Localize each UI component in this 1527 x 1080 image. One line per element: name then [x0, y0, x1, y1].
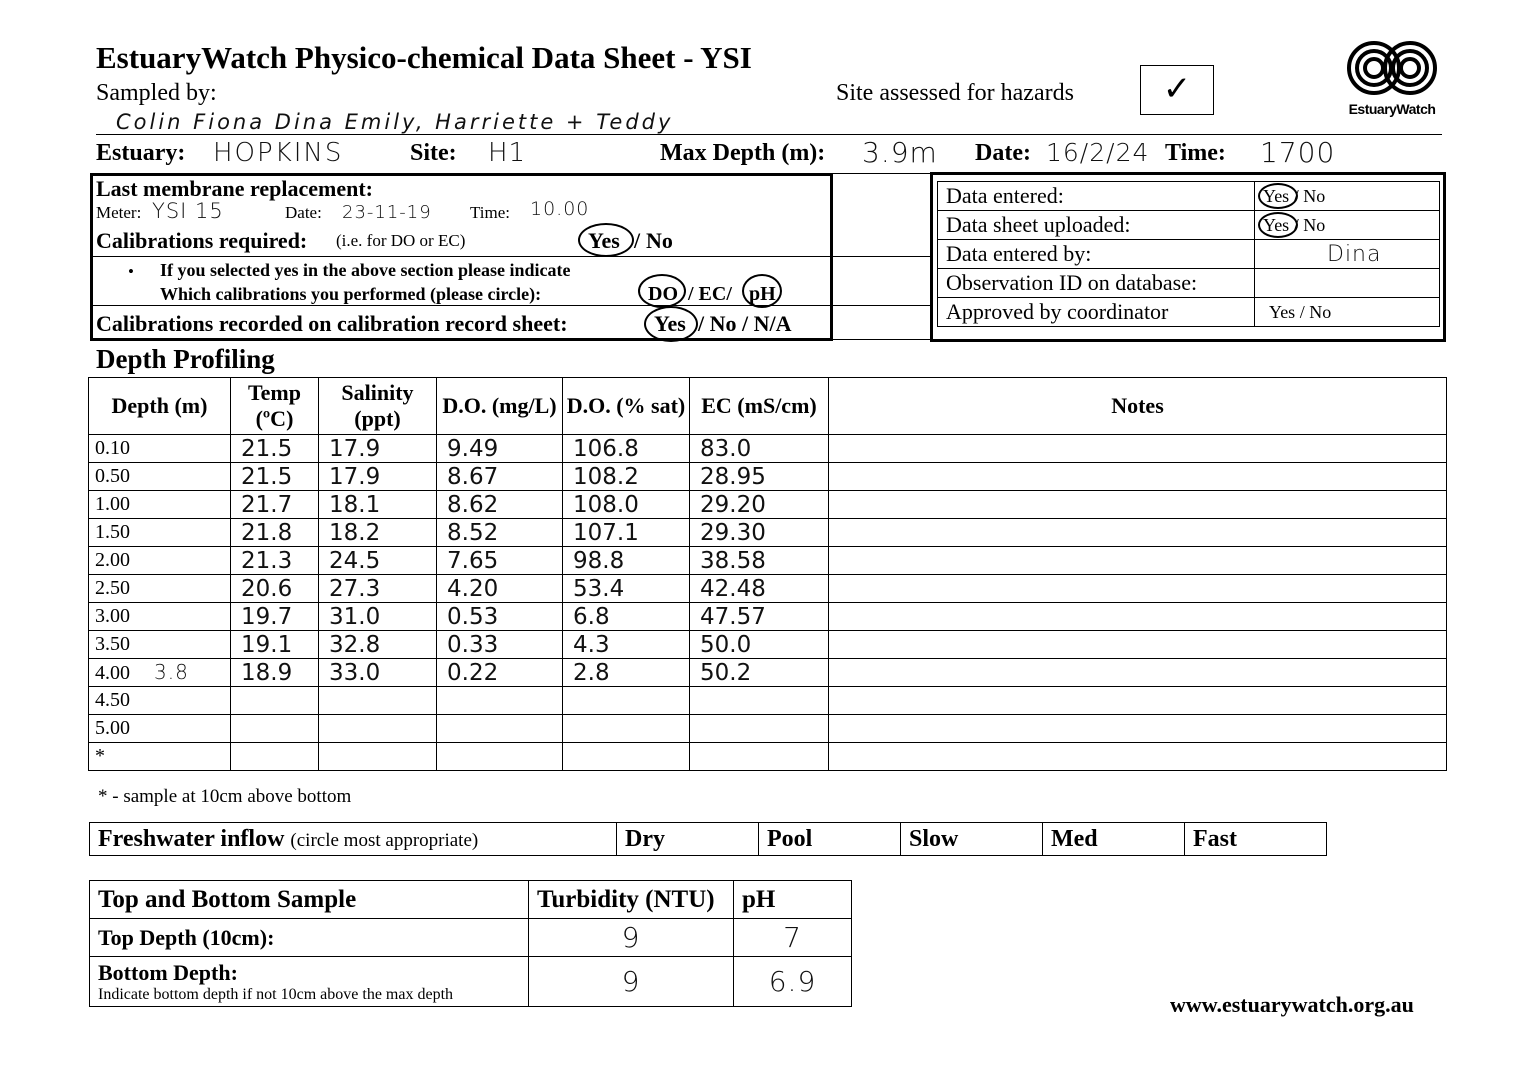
- top-bottom-table: [89, 880, 852, 1007]
- ec-cell[interactable]: 83.0: [690, 435, 829, 463]
- do-mg-cell[interactable]: 4.20: [437, 575, 563, 603]
- bottom-turbidity-value[interactable]: 9: [529, 957, 734, 1007]
- page-title: EstuaryWatch Physico-chemical Data Sheet - YSI: [96, 40, 752, 75]
- depth-cell: [89, 463, 231, 491]
- notes-cell[interactable]: [829, 435, 1447, 463]
- ec-cell[interactable]: 29.30: [690, 519, 829, 547]
- membrane-title: Last membrane replacement:: [96, 176, 373, 201]
- depth-value: *: [95, 745, 105, 767]
- freshwater-hint: (circle most appropriate): [290, 829, 479, 851]
- ec-cell[interactable]: [690, 715, 829, 743]
- calibration-box-extension-bottom: [831, 339, 931, 340]
- meter-label: Meter:: [96, 203, 142, 222]
- table-row: [89, 687, 1447, 715]
- bullet-line-1: If you selected yes in the above section please indicate: [160, 260, 571, 280]
- do-mg-cell[interactable]: 0.33: [437, 631, 563, 659]
- table-row: [89, 575, 1447, 603]
- do-mg-cell[interactable]: 8.52: [437, 519, 563, 547]
- depth-profiling-table: [88, 377, 1447, 771]
- circle-mark: [578, 223, 634, 257]
- table-row: [89, 463, 1447, 491]
- calibration-box-extension-low: [831, 305, 931, 306]
- entry-row-entered-by: [938, 240, 1440, 269]
- do-mg-cell[interactable]: 8.62: [437, 491, 563, 519]
- salinity-cell[interactable]: [319, 743, 437, 771]
- date-value: 16/2/24: [1046, 138, 1150, 167]
- calib-required-yes[interactable]: Yes: [588, 228, 620, 253]
- top-bottom-header-row: [90, 881, 852, 919]
- notes-cell[interactable]: [829, 463, 1447, 491]
- recorded-label: Calibrations recorded on calibration record sheet:: [96, 311, 568, 336]
- estuary-label: Estuary:: [96, 140, 186, 166]
- do-sat-cell[interactable]: 2.8: [563, 659, 690, 687]
- temp-cell[interactable]: [231, 687, 319, 715]
- meter-value: YSI 15: [152, 199, 224, 223]
- entry-value-text: Yes / No: [1263, 185, 1326, 206]
- salinity-cell[interactable]: 18.2: [319, 519, 437, 547]
- temp-cell[interactable]: 18.9: [231, 659, 319, 687]
- calib-option-do[interactable]: DO: [648, 283, 678, 305]
- depth-cell: [89, 659, 231, 687]
- do-sat-cell[interactable]: 107.1: [563, 519, 690, 547]
- depth-cell: [89, 603, 231, 631]
- entry-label: Data entered:: [938, 182, 1255, 211]
- depth-value: 0.50: [95, 465, 130, 487]
- freshwater-option-dry[interactable]: Dry: [617, 823, 759, 856]
- table-row: [89, 715, 1447, 743]
- salinity-cell[interactable]: 17.9: [319, 435, 437, 463]
- column-header-ec: EC (mS/cm): [690, 378, 829, 435]
- depth-cell: [89, 575, 231, 603]
- time-value: 1700: [1260, 136, 1336, 169]
- entry-value[interactable]: [1255, 269, 1440, 298]
- ec-cell[interactable]: [690, 687, 829, 715]
- depth-value: 2.00: [95, 549, 130, 571]
- depth-value: 2.50: [95, 577, 130, 599]
- sampled-by-value: Colin Fiona Dina Emily, Harriette + Teddy: [116, 110, 674, 134]
- estuarywatch-logo: [1344, 40, 1440, 116]
- membrane-date-value: 23-11-19: [342, 202, 432, 223]
- do-mg-cell[interactable]: [437, 687, 563, 715]
- calibration-box-extension-top: [831, 173, 931, 174]
- calib-option-ph[interactable]: pH: [749, 283, 776, 305]
- depth-value: 5.00: [95, 717, 130, 739]
- do-sat-cell[interactable]: 53.4: [563, 575, 690, 603]
- depth-cell: [89, 519, 231, 547]
- circle-mark: [1258, 183, 1298, 209]
- site-value: H1: [488, 138, 527, 168]
- depth-footnote: * - sample at 10cm above bottom: [98, 786, 352, 807]
- do-sat-cell[interactable]: [563, 743, 690, 771]
- depth-value: 1.50: [95, 521, 130, 543]
- entry-row-data-entered: [938, 182, 1440, 211]
- membrane-time-value: 10.00: [530, 198, 590, 220]
- table-row: [89, 519, 1447, 547]
- do-mg-cell[interactable]: 0.53: [437, 603, 563, 631]
- notes-cell[interactable]: [829, 715, 1447, 743]
- ec-cell[interactable]: [690, 743, 829, 771]
- corrected-depth-value[interactable]: 3.8: [154, 660, 189, 684]
- notes-cell[interactable]: [829, 631, 1447, 659]
- site-label: Site:: [410, 140, 457, 166]
- depth-value: 0.10: [95, 437, 130, 459]
- website-url[interactable]: www.estuarywatch.org.au: [1170, 992, 1414, 1017]
- notes-cell[interactable]: [829, 659, 1447, 687]
- depth-value: 4.00: [95, 662, 130, 684]
- depth-profiling-title: Depth Profiling: [96, 344, 275, 374]
- entry-label: Data sheet uploaded:: [938, 211, 1255, 240]
- top-ph-value[interactable]: 7: [734, 919, 852, 957]
- bottom-ph-value[interactable]: 6.9: [734, 957, 852, 1007]
- ec-cell[interactable]: 47.57: [690, 603, 829, 631]
- column-header-notes: Notes: [829, 378, 1447, 435]
- do-mg-cell[interactable]: 9.49: [437, 435, 563, 463]
- calibration-box-extension-mid: [831, 256, 931, 257]
- do-mg-cell[interactable]: [437, 743, 563, 771]
- header-divider: [96, 134, 1442, 135]
- do-mg-cell[interactable]: [437, 715, 563, 743]
- ec-cell[interactable]: 42.48: [690, 575, 829, 603]
- temp-cell[interactable]: 21.3: [231, 547, 319, 575]
- do-sat-cell[interactable]: 108.2: [563, 463, 690, 491]
- date-label: Date:: [975, 140, 1031, 166]
- notes-cell[interactable]: [829, 547, 1447, 575]
- freshwater-option-slow[interactable]: Slow: [901, 823, 1043, 856]
- freshwater-option-pool[interactable]: Pool: [759, 823, 901, 856]
- column-header-temp: Temp (ºC): [231, 378, 319, 435]
- table-row: [89, 547, 1447, 575]
- estuary-value: HOPKINS: [213, 138, 344, 168]
- ph-header: pH: [734, 881, 852, 919]
- depth-value: 1.00: [95, 493, 130, 515]
- freshwater-label: Freshwater inflow: [98, 825, 285, 852]
- depth-cell: [89, 491, 231, 519]
- depth-cell: [89, 547, 231, 575]
- temp-cell[interactable]: 20.6: [231, 575, 319, 603]
- depth-value: 4.50: [95, 689, 130, 711]
- salinity-cell[interactable]: 17.9: [319, 463, 437, 491]
- freshwater-option-fast[interactable]: Fast: [1185, 823, 1327, 856]
- salinity-cell[interactable]: [319, 687, 437, 715]
- recorded-no-na[interactable]: / No / N/A: [698, 311, 792, 336]
- calibration-divider-1: [92, 256, 831, 257]
- hazards-checkbox[interactable]: ✓: [1140, 65, 1214, 115]
- notes-cell[interactable]: [829, 519, 1447, 547]
- depth-header-row: [89, 378, 1447, 435]
- do-mg-cell[interactable]: 7.65: [437, 547, 563, 575]
- column-header-salinity: Salinity (ppt): [319, 378, 437, 435]
- time-label: Time:: [1165, 140, 1226, 166]
- bullet-dot: •: [128, 262, 134, 281]
- notes-cell[interactable]: [829, 743, 1447, 771]
- circle-mark: [742, 274, 782, 308]
- entry-value[interactable]: Dina: [1255, 240, 1440, 269]
- table-row: [89, 435, 1447, 463]
- ec-cell[interactable]: 29.20: [690, 491, 829, 519]
- calib-required-no[interactable]: No: [646, 228, 673, 253]
- circle-mark: [644, 306, 698, 342]
- do-mg-cell[interactable]: 8.67: [437, 463, 563, 491]
- freshwater-label-cell: [90, 823, 617, 856]
- salinity-cell[interactable]: 32.8: [319, 631, 437, 659]
- do-sat-cell[interactable]: 106.8: [563, 435, 690, 463]
- table-row: [89, 659, 1447, 687]
- do-sat-cell[interactable]: [563, 715, 690, 743]
- top-depth-label: Top Depth (10cm):: [90, 919, 529, 957]
- depth-cell: [89, 715, 231, 743]
- do-sat-cell[interactable]: [563, 687, 690, 715]
- bottom-depth-label-cell: [90, 957, 529, 1007]
- recorded-yes[interactable]: Yes: [654, 311, 686, 336]
- temp-cell[interactable]: 19.7: [231, 603, 319, 631]
- ec-cell[interactable]: 28.95: [690, 463, 829, 491]
- table-row: [89, 631, 1447, 659]
- temp-cell[interactable]: 21.5: [231, 463, 319, 491]
- bottom-depth-hint: Indicate bottom depth if not 10cm above the max depth: [98, 985, 454, 1003]
- temp-cell[interactable]: 19.1: [231, 631, 319, 659]
- max-depth-label: Max Depth (m):: [660, 140, 826, 166]
- salinity-cell[interactable]: 33.0: [319, 659, 437, 687]
- entry-row-sheet-uploaded: [938, 211, 1440, 240]
- circle-mark: [638, 274, 686, 308]
- table-row: [89, 491, 1447, 519]
- depth-value: 3.50: [95, 633, 130, 655]
- entry-value[interactable]: Yes / No: [1255, 298, 1440, 327]
- entry-label: Approved by coordinator: [938, 298, 1255, 327]
- temp-cell[interactable]: [231, 715, 319, 743]
- entry-value[interactable]: [1255, 182, 1440, 211]
- depth-value: 3.00: [95, 605, 130, 627]
- salinity-cell[interactable]: [319, 715, 437, 743]
- temp-cell[interactable]: [231, 743, 319, 771]
- notes-cell[interactable]: [829, 575, 1447, 603]
- notes-cell[interactable]: [829, 603, 1447, 631]
- notes-cell[interactable]: [829, 491, 1447, 519]
- freshwater-option-med[interactable]: Med: [1043, 823, 1185, 856]
- bullet-line-2: Which calibrations you performed (please circle):: [160, 284, 542, 304]
- ec-cell[interactable]: 50.2: [690, 659, 829, 687]
- bottom-depth-row: [90, 957, 852, 1007]
- circle-mark: [1258, 212, 1298, 238]
- membrane-time-label: Time:: [470, 203, 511, 222]
- do-sat-cell[interactable]: 4.3: [563, 631, 690, 659]
- entry-row-approved: [938, 298, 1440, 327]
- entry-row-observation-id: [938, 269, 1440, 298]
- temp-cell[interactable]: 21.7: [231, 491, 319, 519]
- table-row: [89, 743, 1447, 771]
- top-turbidity-value[interactable]: 9: [529, 919, 734, 957]
- salinity-cell[interactable]: 18.1: [319, 491, 437, 519]
- freshwater-row: [90, 823, 1327, 856]
- max-depth-value: 3.9m: [862, 136, 938, 169]
- column-header-do-mg: D.O. (mg/L): [437, 378, 563, 435]
- freshwater-inflow-table: [89, 822, 1327, 856]
- temp-cell[interactable]: 21.5: [231, 435, 319, 463]
- turbidity-header: Turbidity (NTU): [529, 881, 734, 919]
- do-sat-cell[interactable]: 98.8: [563, 547, 690, 575]
- column-header-depth: Depth (m): [89, 378, 231, 435]
- salinity-cell[interactable]: 31.0: [319, 603, 437, 631]
- temp-cell[interactable]: 21.8: [231, 519, 319, 547]
- logo-text: EstuaryWatch: [1348, 101, 1436, 117]
- do-sat-cell[interactable]: 108.0: [563, 491, 690, 519]
- notes-cell[interactable]: [829, 687, 1447, 715]
- ec-cell[interactable]: 50.0: [690, 631, 829, 659]
- calib-option-ec[interactable]: / EC/: [688, 283, 732, 305]
- calib-required-slash: /: [634, 228, 641, 253]
- depth-table-body: [89, 435, 1447, 771]
- logo-mark-icon: [1344, 40, 1440, 96]
- bottom-depth-label: Bottom Depth:: [98, 959, 238, 985]
- sampled-by-label: Sampled by:: [96, 80, 217, 106]
- salinity-cell[interactable]: 27.3: [319, 575, 437, 603]
- calib-required-label: Calibrations required:: [96, 228, 308, 253]
- top-depth-row: [90, 919, 852, 957]
- top-bottom-title: Top and Bottom Sample: [90, 881, 529, 919]
- entry-label: Observation ID on database:: [938, 269, 1255, 298]
- column-header-do-sat: D.O. (% sat): [563, 378, 690, 435]
- salinity-cell[interactable]: 24.5: [319, 547, 437, 575]
- depth-cell: [89, 435, 231, 463]
- ec-cell[interactable]: 38.58: [690, 547, 829, 575]
- calib-required-hint: (i.e. for DO or EC): [336, 231, 466, 250]
- depth-cell: [89, 631, 231, 659]
- do-mg-cell[interactable]: 0.22: [437, 659, 563, 687]
- entry-value[interactable]: [1255, 211, 1440, 240]
- do-sat-cell[interactable]: 6.8: [563, 603, 690, 631]
- table-row: [89, 603, 1447, 631]
- depth-cell: [89, 687, 231, 715]
- entry-value-text: Yes / No: [1263, 214, 1326, 235]
- hazards-label: Site assessed for hazards: [836, 80, 1074, 106]
- membrane-date-label: Date:: [285, 203, 322, 222]
- entry-label: Data entered by:: [938, 240, 1255, 269]
- data-entry-table: [937, 181, 1440, 327]
- depth-cell: [89, 743, 231, 771]
